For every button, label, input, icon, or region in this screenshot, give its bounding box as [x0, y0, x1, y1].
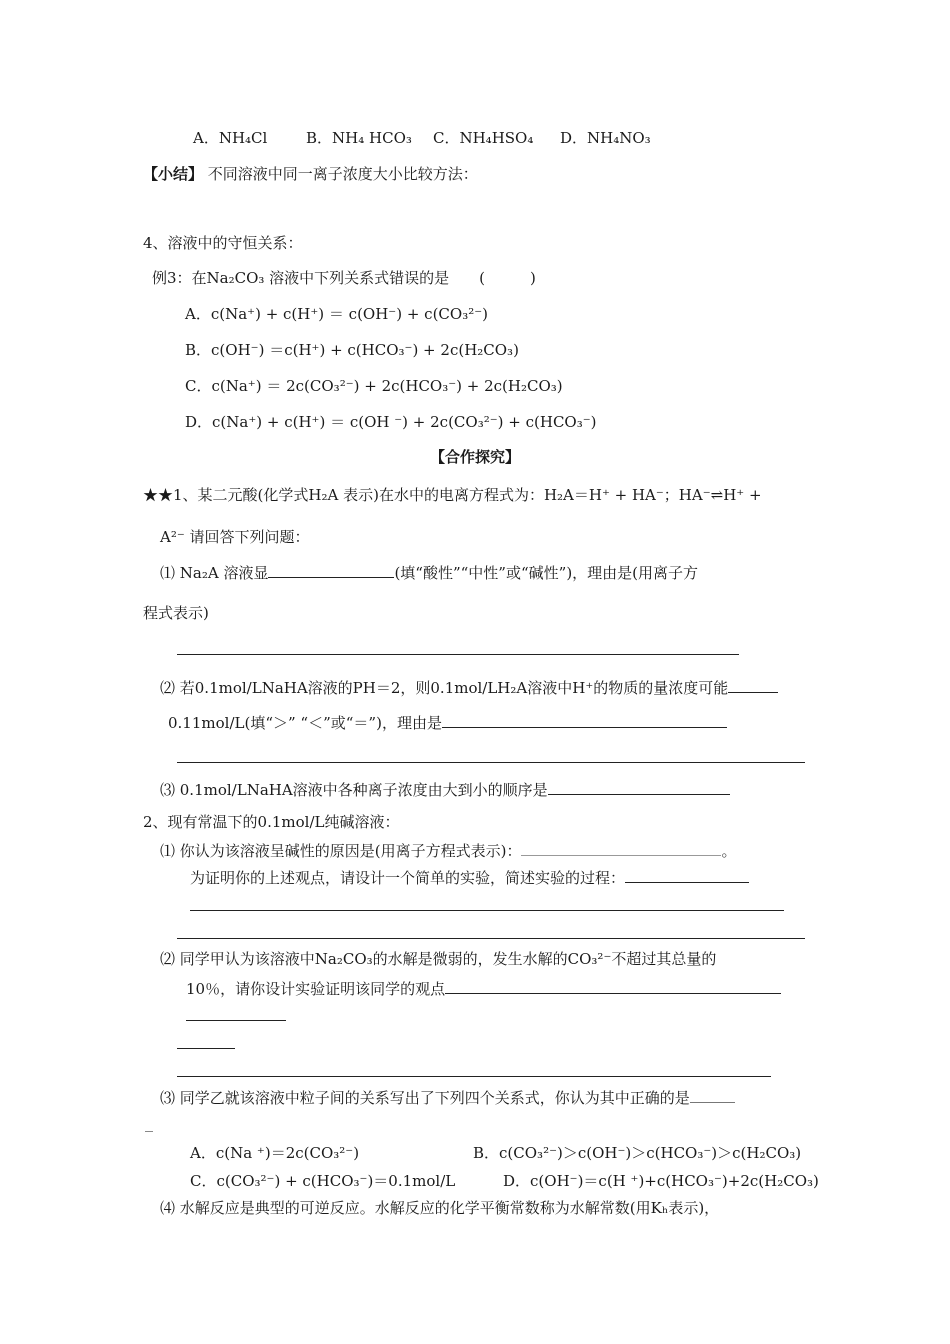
q1-line1: ★★1、某二元酸(化学式H₂A 表示)在水中的电离方程式为：H₂A＝H⁺ + HA⁻；HA⁻⇌H⁺ +: [143, 486, 762, 504]
q2-part3-option-c: C．c(CO₃²⁻) + c(HCO₃⁻)＝0.1mol/L: [190, 1172, 456, 1190]
q1-part2-cont-text: 0.11mol/L(填“＞” “＜”或“＝”)，理由是: [168, 714, 442, 732]
q2-part3-option-b: B．c(CO₃²⁻)＞c(OH⁻)＞c(HCO₃⁻)＞c(H₂CO₃): [473, 1144, 802, 1162]
explore-heading: 【合作探究】: [429, 448, 520, 466]
option-a: A．NH₄Cl: [193, 129, 268, 147]
option-c: C．NH₄HSO₄: [433, 129, 534, 147]
q2-part3-text: ⑶ 同学乙就该溶液中粒子间的关系写出了下列四个关系式，你认为其中正确的是: [160, 1089, 690, 1107]
q1-part3-text: ⑶ 0.1mol/LNaHA溶液中各种离子浓度由大到小的顺序是: [160, 781, 548, 799]
q1-part2-reason-blank[interactable]: [442, 712, 727, 728]
q2-part1-lead: ⑴ 你认为该溶液呈碱性的原因是(用离子方程式表示)：: [160, 842, 522, 860]
q2-part1-answer-line-1[interactable]: [190, 910, 784, 911]
q2-part1-line2: [190, 867, 749, 888]
q2-part2-answer-line-2[interactable]: [177, 1048, 235, 1049]
example3-option-d: D．c(Na⁺) + c(H⁺) ＝ c(OH ⁻) + 2c(CO₃²⁻) + c(HCO₃⁻): [185, 413, 597, 431]
q1-part2-answer-line[interactable]: [177, 762, 805, 763]
q2-part2-cont: [186, 978, 781, 999]
q2-part2: ⑵ 同学甲认为该溶液中Na₂CO₃的水解是微弱的，发生水解的CO₃²⁻不超过其总量的: [160, 950, 717, 968]
q1-part1-cont: 程式表示): [143, 604, 209, 622]
example3-option-a: A．c(Na⁺) + c(H⁺) ＝ c(OH⁻) + c(CO₃²⁻): [185, 305, 488, 323]
q2-part2-blank[interactable]: [445, 978, 781, 994]
q2-part1-experiment-blank[interactable]: [625, 867, 749, 883]
q1-part1-answer-line[interactable]: [177, 654, 739, 655]
summary-line: [143, 164, 478, 184]
example3-option-b: B．c(OH⁻) ＝c(H⁺) + c(HCO₃⁻) + 2c(H₂CO₃): [185, 341, 519, 359]
q1-part1-lead: ⑴ Na₂A 溶液显: [160, 564, 269, 582]
q1-part3: [160, 779, 730, 800]
q2-title: 2、现有常温下的0.1mol/L纯碱溶液：: [143, 813, 400, 831]
q1-line2: A²⁻ 请回答下列问题：: [160, 528, 310, 546]
example3-option-c: C．c(Na⁺) ＝ 2c(CO₃²⁻) + 2c(HCO₃⁻) + 2c(H₂CO₃): [185, 377, 563, 395]
example3-question: 例3：在Na₂CO₃ 溶液中下列关系式错误的是 ( ): [152, 269, 536, 287]
q2-part2-answer-line-1[interactable]: [186, 1020, 286, 1021]
q1-part1-answer-blank[interactable]: [268, 562, 394, 578]
q1-part1: [160, 562, 698, 583]
summary-tag: 【小结】: [143, 165, 204, 183]
q1-part2-cont: [168, 712, 727, 733]
option-d: D．NH₄NO₃: [560, 129, 651, 147]
q2-part1-line2-text: 为证明你的上述观点，请设计一个简单的实验，简述实验的过程：: [190, 869, 626, 887]
q1-part2-lead: ⑵ 若0.1mol/LNaHA溶液的PH＝2，则0.1mol/LH₂A溶液中H⁺的物质的量浓度可能: [160, 679, 729, 697]
q2-part1-answer-line-2[interactable]: [177, 938, 805, 939]
option-b: B．NH₄ HCO₃: [306, 129, 412, 147]
q2-part3: [160, 1087, 735, 1108]
q2-part3-option-a: A．c(Na ⁺)＝2c(CO₃²⁻): [190, 1144, 360, 1162]
q1-part2-compare-blank[interactable]: [728, 677, 778, 693]
q2-part3-blank[interactable]: [690, 1087, 735, 1103]
q1-part2: [160, 677, 778, 698]
summary-text: 不同溶液中同一离子浓度大小比较方法：: [207, 165, 478, 183]
q2-part2-answer-line-3[interactable]: [177, 1076, 771, 1077]
q2-part3-blank-tail: [145, 1131, 153, 1132]
q2-part1-blank[interactable]: [521, 840, 721, 856]
q2-part2-cont-text: 10％，请你设计实验证明该同学的观点: [186, 980, 446, 998]
q1-part3-blank[interactable]: [548, 779, 730, 795]
section4-title: 4、溶液中的守恒关系：: [143, 234, 303, 252]
q1-part1-tail: (填“酸性”“中性”或“碱性”)，理由是(用离子方: [394, 564, 699, 582]
q2-part3-option-d: D．c(OH⁻)＝c(H ⁺)+c(HCO₃⁻)+2c(H₂CO₃): [503, 1172, 819, 1190]
q2-part4: ⑷ 水解反应是典型的可逆反应。水解反应的化学平衡常数称为水解常数(用Kₕ表示)，: [160, 1199, 720, 1217]
q2-part1: [160, 840, 737, 861]
q2-part1-end: 。: [721, 842, 737, 860]
